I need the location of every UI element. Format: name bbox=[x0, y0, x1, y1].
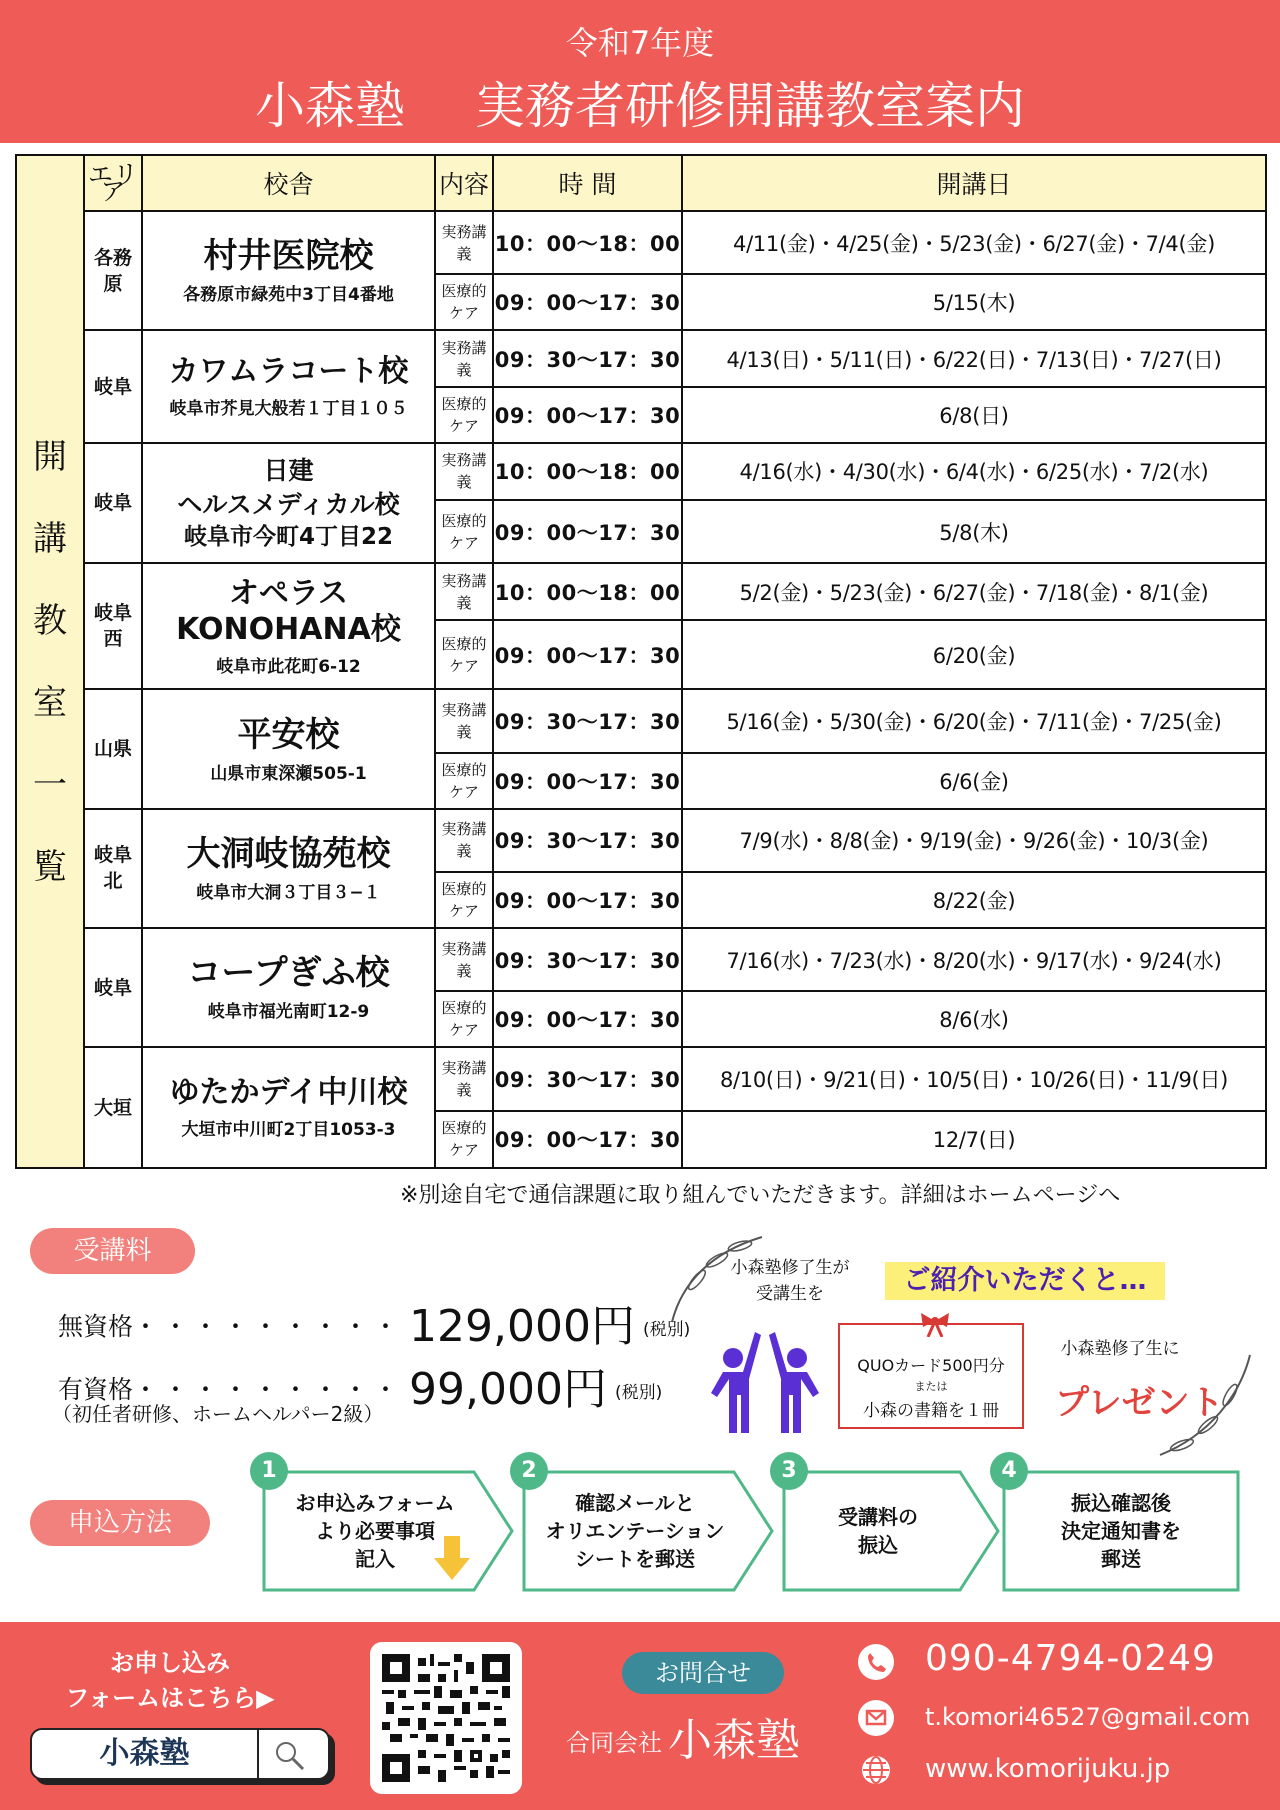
school-cell bbox=[142, 563, 435, 689]
step-text: 確認メールと オリエンテーション シートを郵送 bbox=[545, 1491, 725, 1571]
side-label: 開 講 教 室 一 覧 bbox=[16, 155, 84, 1168]
dates-cell: 7/16(水)・7/23(水)・8/20(水)・9/17(水)・9/24(水) bbox=[682, 928, 1266, 991]
time-cell: 10：00〜18：00 bbox=[493, 563, 682, 620]
kind-medical: 医療的ケア bbox=[435, 753, 493, 809]
high-five-icon bbox=[705, 1318, 825, 1433]
table-row bbox=[16, 689, 1266, 752]
referral-highlight: ご紹介いただくと… bbox=[885, 1262, 1165, 1300]
header-area: エリア bbox=[84, 155, 142, 211]
school-name: 平安校 bbox=[237, 714, 340, 755]
time-cell: 09：00〜17：30 bbox=[493, 274, 682, 330]
footer bbox=[0, 1622, 1280, 1810]
school-name-line2: KONOHANA校 bbox=[176, 611, 401, 647]
page-title bbox=[0, 66, 1280, 138]
table-row bbox=[16, 443, 1266, 500]
school-name-line1: オペラス bbox=[228, 575, 349, 611]
fee-row-unqualified: 無資格・・・・・・・・・ 129,000円 (税別) bbox=[58, 1301, 691, 1352]
table-row bbox=[16, 211, 1266, 274]
school-cell bbox=[142, 1047, 435, 1168]
kind-practical: 実務講義 bbox=[435, 928, 493, 991]
area-cell: 岐阜西 bbox=[84, 563, 142, 689]
step-number: 3 bbox=[770, 1452, 808, 1490]
dates-cell: 8/6(水) bbox=[682, 991, 1266, 1047]
contact-label: お問合せ bbox=[622, 1652, 784, 1694]
time-cell: 09：00〜17：30 bbox=[493, 991, 682, 1047]
gift-book: 小森の書籍を１冊 bbox=[863, 1401, 999, 1421]
dates-cell: 5/16(金)・5/30(金)・6/20(金)・7/11(金)・7/25(金) bbox=[682, 689, 1266, 752]
arrow-down-icon bbox=[434, 1536, 470, 1580]
time-cell: 09：30〜17：30 bbox=[493, 330, 682, 386]
dates-cell: 4/13(日)・5/11(日)・6/22(日)・7/13(日)・7/27(日) bbox=[682, 330, 1266, 386]
dates-cell: 5/2(金)・5/23(金)・6/27(金)・7/18(金)・8/1(金) bbox=[682, 563, 1266, 620]
school-address: 岐阜市今町4丁目22 bbox=[183, 523, 393, 550]
time-cell: 09：00〜17：30 bbox=[493, 753, 682, 809]
time-cell: 09：00〜17：30 bbox=[493, 500, 682, 563]
fee-note: （初任者研修、ホームヘルパー2級） bbox=[52, 1402, 384, 1426]
dates-cell: 8/22(金) bbox=[682, 872, 1266, 928]
dates-cell: 5/8(木) bbox=[682, 500, 1266, 563]
time-cell: 09：00〜17：30 bbox=[493, 1111, 682, 1168]
kind-practical: 実務講義 bbox=[435, 443, 493, 500]
kind-practical: 実務講義 bbox=[435, 1047, 493, 1110]
school-cell bbox=[142, 211, 435, 330]
phone-number[interactable]: 090-4794-0249 bbox=[925, 1638, 1216, 1679]
dates-cell: 12/7(日) bbox=[682, 1111, 1266, 1168]
fee-label: 受講料 bbox=[30, 1228, 195, 1274]
step-number: 1 bbox=[250, 1452, 288, 1490]
referral-text: 小森塾修了生が 受講生を bbox=[730, 1258, 850, 1304]
dates-cell: 6/20(金) bbox=[682, 620, 1266, 689]
kind-practical: 実務講義 bbox=[435, 689, 493, 752]
fee-amount: 99,000円 bbox=[409, 1364, 607, 1415]
step-number: 4 bbox=[990, 1452, 1028, 1490]
apply-form-text: お申し込み フォームはこちら▶ bbox=[65, 1649, 275, 1712]
phone-icon bbox=[858, 1644, 894, 1680]
dates-cell: 5/15(木) bbox=[682, 274, 1266, 330]
qr-code-icon bbox=[382, 1654, 510, 1782]
area-cell: 岐阜 bbox=[84, 928, 142, 1047]
step-2 bbox=[521, 1458, 774, 1592]
kind-practical: 実務講義 bbox=[435, 330, 493, 386]
search-box[interactable] bbox=[30, 1728, 330, 1780]
globe-icon bbox=[858, 1752, 894, 1788]
school-name-line2: ヘルスメディカル校 bbox=[177, 489, 400, 519]
area-cell: 岐阜 bbox=[84, 443, 142, 563]
dates-cell: 6/8(日) bbox=[682, 387, 1266, 443]
time-cell: 09：30〜17：30 bbox=[493, 928, 682, 991]
mail-icon bbox=[858, 1700, 894, 1736]
step-1 bbox=[261, 1458, 514, 1592]
area-cell: 大垣 bbox=[84, 1047, 142, 1168]
step-number: 2 bbox=[510, 1452, 548, 1490]
leaf-decoration-icon bbox=[1150, 1345, 1260, 1465]
dates-cell: 7/9(水)・8/8(金)・9/19(金)・9/26(金)・10/3(金) bbox=[682, 809, 1266, 872]
dates-cell: 8/10(日)・9/21(日)・10/5(日)・10/26(日)・11/9(日) bbox=[682, 1047, 1266, 1110]
table-header-row bbox=[16, 155, 1266, 211]
table-row bbox=[16, 1047, 1266, 1110]
school-name: 大洞岐協苑校 bbox=[186, 833, 391, 874]
homework-note: ※別途自宅で通信課題に取り組んでいただきます。詳細はホームページへ bbox=[400, 1183, 1121, 1208]
ribbon-icon bbox=[918, 1311, 952, 1337]
kind-medical: 医療的ケア bbox=[435, 872, 493, 928]
school-address: 各務原市緑苑中3丁目4番地 bbox=[183, 285, 394, 306]
fee-amount: 129,000円 bbox=[409, 1301, 635, 1352]
table-row bbox=[16, 809, 1266, 872]
step-3 bbox=[781, 1458, 1000, 1592]
school-address: 岐阜市芥見大般若１丁目１０５ bbox=[169, 399, 408, 420]
step-text: 振込確認後 決定通知書を 郵送 bbox=[1061, 1491, 1181, 1571]
school-name: カワムラコート校 bbox=[168, 354, 409, 390]
school-name: コープぎふ校 bbox=[187, 953, 390, 994]
header-time: 時 間 bbox=[493, 155, 682, 211]
table-row bbox=[16, 563, 1266, 620]
search-icon[interactable] bbox=[272, 1738, 306, 1772]
header-kind: 内容 bbox=[435, 155, 493, 211]
table-row bbox=[16, 330, 1266, 386]
school-cell bbox=[142, 443, 435, 563]
time-cell: 09：30〜17：30 bbox=[493, 689, 682, 752]
school-cell bbox=[142, 689, 435, 808]
school-name: 村井医院校 bbox=[203, 236, 374, 277]
school-address: 山県市東深瀬505-1 bbox=[210, 763, 367, 784]
dates-cell: 6/6(金) bbox=[682, 753, 1266, 809]
search-text: 小森塾 bbox=[99, 1736, 190, 1771]
area-cell: 岐阜 bbox=[84, 330, 142, 442]
time-cell: 09：00〜17：30 bbox=[493, 872, 682, 928]
step-text: 受講料の 振込 bbox=[838, 1505, 918, 1557]
school-address: 大垣市中川町2丁目1053-3 bbox=[181, 1120, 396, 1141]
kind-medical: 医療的ケア bbox=[435, 991, 493, 1047]
header-school: 校舎 bbox=[142, 155, 435, 211]
area-cell: 各務原 bbox=[84, 211, 142, 330]
school-address: 岐阜市此花町6-12 bbox=[216, 656, 361, 677]
time-cell: 09：00〜17：30 bbox=[493, 620, 682, 689]
kind-practical: 実務講義 bbox=[435, 211, 493, 274]
time-cell: 10：00〜18：00 bbox=[493, 211, 682, 274]
qr-code[interactable] bbox=[370, 1642, 522, 1794]
time-cell: 09：00〜17：30 bbox=[493, 387, 682, 443]
company-name: 合同会社 小森塾 bbox=[566, 1715, 800, 1766]
gift-quo: QUOカード500円分 bbox=[857, 1356, 1005, 1375]
school-cell bbox=[142, 330, 435, 442]
present-text: プレゼント bbox=[1055, 1383, 1224, 1423]
fiscal-year: 令和7年度 bbox=[565, 24, 715, 62]
schedule-table bbox=[15, 154, 1267, 1169]
time-cell: 10：00〜18：00 bbox=[493, 443, 682, 500]
school-address: 岐阜市大洞３丁目３−１ bbox=[196, 882, 381, 903]
step-4 bbox=[1001, 1458, 1240, 1592]
header-dates: 開講日 bbox=[682, 155, 1266, 211]
step-text: お申込みフォーム より必要事項 記入 bbox=[295, 1491, 455, 1571]
school-name-line1: 日建 bbox=[263, 455, 314, 485]
dates-cell: 4/11(金)・4/25(金)・5/23(金)・6/27(金)・7/4(金) bbox=[682, 211, 1266, 274]
school-name: ゆたかデイ中川校 bbox=[169, 1075, 408, 1111]
area-cell: 岐阜北 bbox=[84, 809, 142, 928]
time-cell: 09：30〜17：30 bbox=[493, 809, 682, 872]
fee-row-qualified: 有資格・・・・・・・・・ 99,000円 (税別) bbox=[58, 1364, 663, 1415]
kind-medical: 医療的ケア bbox=[435, 500, 493, 563]
kind-medical: 医療的ケア bbox=[435, 1111, 493, 1168]
title-text: 実務者研修開講教室案内 bbox=[475, 77, 1025, 135]
kind-medical: 医療的ケア bbox=[435, 274, 493, 330]
kind-practical: 実務講義 bbox=[435, 809, 493, 872]
kind-practical: 実務講義 bbox=[435, 563, 493, 620]
school-address: 岐阜市福光南町12-9 bbox=[207, 1002, 370, 1023]
kind-medical: 医療的ケア bbox=[435, 387, 493, 443]
table-row bbox=[16, 928, 1266, 991]
school-cell bbox=[142, 928, 435, 1047]
apply-label: 申込方法 bbox=[30, 1500, 210, 1546]
kind-medical: 医療的ケア bbox=[435, 620, 493, 689]
gift-box bbox=[838, 1323, 1024, 1429]
gift-or: または bbox=[914, 1380, 948, 1393]
school-name: 小森塾 bbox=[255, 77, 405, 135]
website-url[interactable]: www.komorijuku.jp bbox=[925, 1754, 1171, 1784]
school-cell bbox=[142, 809, 435, 928]
header bbox=[0, 0, 1280, 143]
dates-cell: 4/16(水)・4/30(水)・6/4(水)・6/25(水)・7/2(水) bbox=[682, 443, 1266, 500]
email-address[interactable]: t.komori46527@gmail.com bbox=[925, 1703, 1251, 1731]
time-cell: 09：30〜17：30 bbox=[493, 1047, 682, 1110]
area-cell: 山県 bbox=[84, 689, 142, 808]
to-graduates: 小森塾修了生に bbox=[1060, 1339, 1180, 1359]
